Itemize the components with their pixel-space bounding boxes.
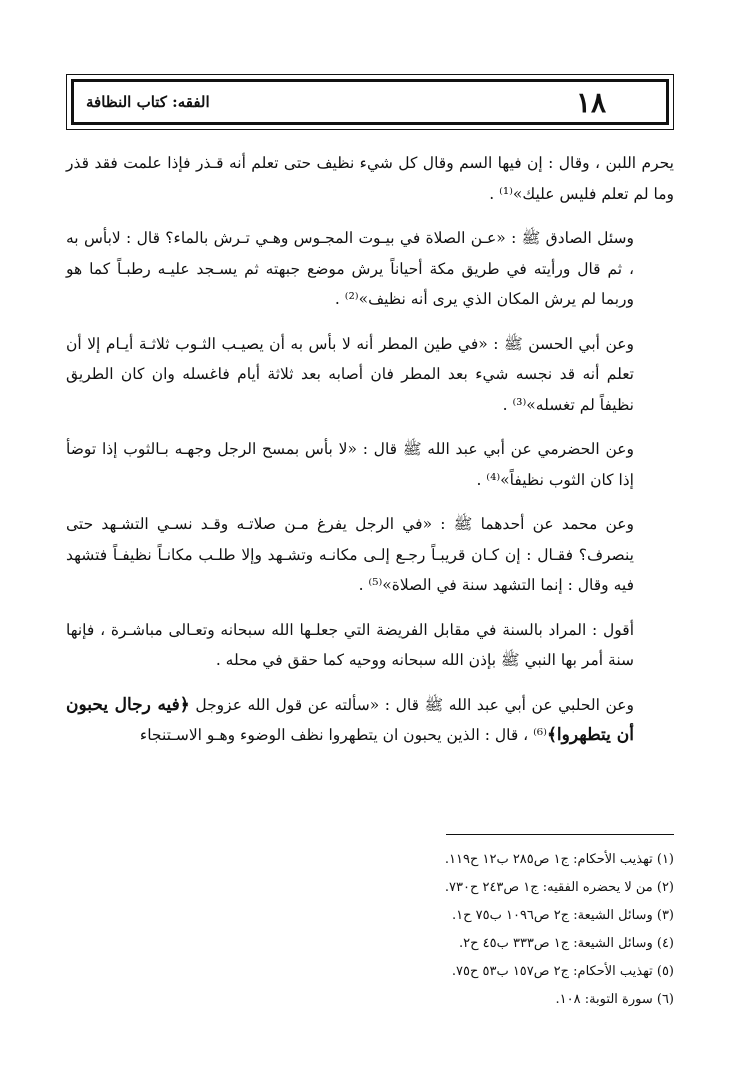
footnote: (٢) من لا يحضره الفقيه: ج١ ص٢٤٣ ح٧٣٠. bbox=[444, 880, 674, 895]
paragraph: أقول : المراد بالسنة في مقابل الفريضة التي جعلـها الله سبحانه وتعـالى مباشـرة ، فإنها سنة أمر بها النبي ﷺ بإذن الله سبحانه ووحيه كما حقق في محله . bbox=[66, 620, 634, 669]
footnote-divider bbox=[446, 834, 674, 835]
footnote: (٣) وسائل الشيعة: ج٢ ص١٠٩٦ ب٧٥ ح١. bbox=[451, 908, 674, 923]
running-title: الفقه: كتاب النظافة bbox=[86, 93, 210, 111]
footnote: (١) تهذيب الأحكام: ج١ ص٢٨٥ ب١٢ ح١١٩. bbox=[444, 852, 674, 867]
paragraph-text: ⁽⁶⁾ ، قال : الذين يحبون ان يتطهروا نظف الوضوء وهـو الاسـتنجاء bbox=[139, 726, 547, 744]
footnote: (٦) سورة التوبة: ١٠٨. bbox=[555, 992, 674, 1007]
footnotes bbox=[320, 846, 674, 1014]
paragraph-last bbox=[66, 690, 674, 751]
paragraph: وعن الحضرمي عن أبي عبد الله ﷺ قال : «لا بأس بمسح الرجل وجهـه بـالثوب إذا توضأ إذا كان الثوب نظيفاً»⁽⁴⁾ . bbox=[66, 440, 634, 489]
paragraph-text: وعن الحلبي عن أبي عبد الله ﷺ قال : «سألته عن قول الله عزوجل bbox=[189, 695, 634, 714]
paragraph: وعن أبي الحسن ﷺ : «في طين المطر أنه لا بأس به أن يصيـب الثـوب ثلاثـة أيـام إلا أن تعلم أنه قد نجسه شيء بعد المطر فان أصابه بعد ثلاثة أيام فاغسله وان كان الطريق نظيفاً لم تغسله»⁽³⁾ . bbox=[66, 334, 634, 414]
paragraph: وعن محمد عن أحدهما ﷺ : «في الرجل يفرغ مـن صلاتـه وقـد نسـي التشـهد حتى ينصرف؟ فقـال : إن كـان قريبـاً رجـع إلـى مكانـه وتشـهد وإلا طلـب مكانـاً نظيفـاً فتشهد فيه وقال : إنما التشهد سنة في الصلاة»⁽⁵⁾ . bbox=[66, 515, 634, 594]
quran-quote: ﴿فيه رجال يحبون أن يتطهروا﴾ bbox=[66, 694, 634, 745]
paragraph: يحرم اللبن ، وقال : إن فيها السم وقال كل شيء نظيف حتى تعلم أنه قـذر فإذا علمت فقد قذر وما لم تعلم فليس عليك»⁽¹⁾ . bbox=[66, 154, 674, 203]
paragraph: وسئل الصادق ﷺ : «عـن الصلاة في بيـوت المجـوس وهـي تـرش بالماء؟ قال : لابأس به ، ثم قال ورأيته في طريق مكة أحياناً يرش موضع جبهته ثم يسـجد عليـه رطبـاً كما هو وربما لم يرش المكان الذي يرى أنه نظيف»⁽²⁾ . bbox=[66, 229, 634, 308]
footnote: (٥) تهذيب الأحكام: ج٢ ص١٥٧ ب٥٣ ح٧٥. bbox=[451, 964, 674, 979]
body-text bbox=[66, 148, 674, 765]
footnote: (٤) وسائل الشيعة: ج١ ص٣٣٣ ب٤٥ ح٢. bbox=[458, 936, 674, 951]
page-number: ١٨ bbox=[576, 86, 607, 119]
